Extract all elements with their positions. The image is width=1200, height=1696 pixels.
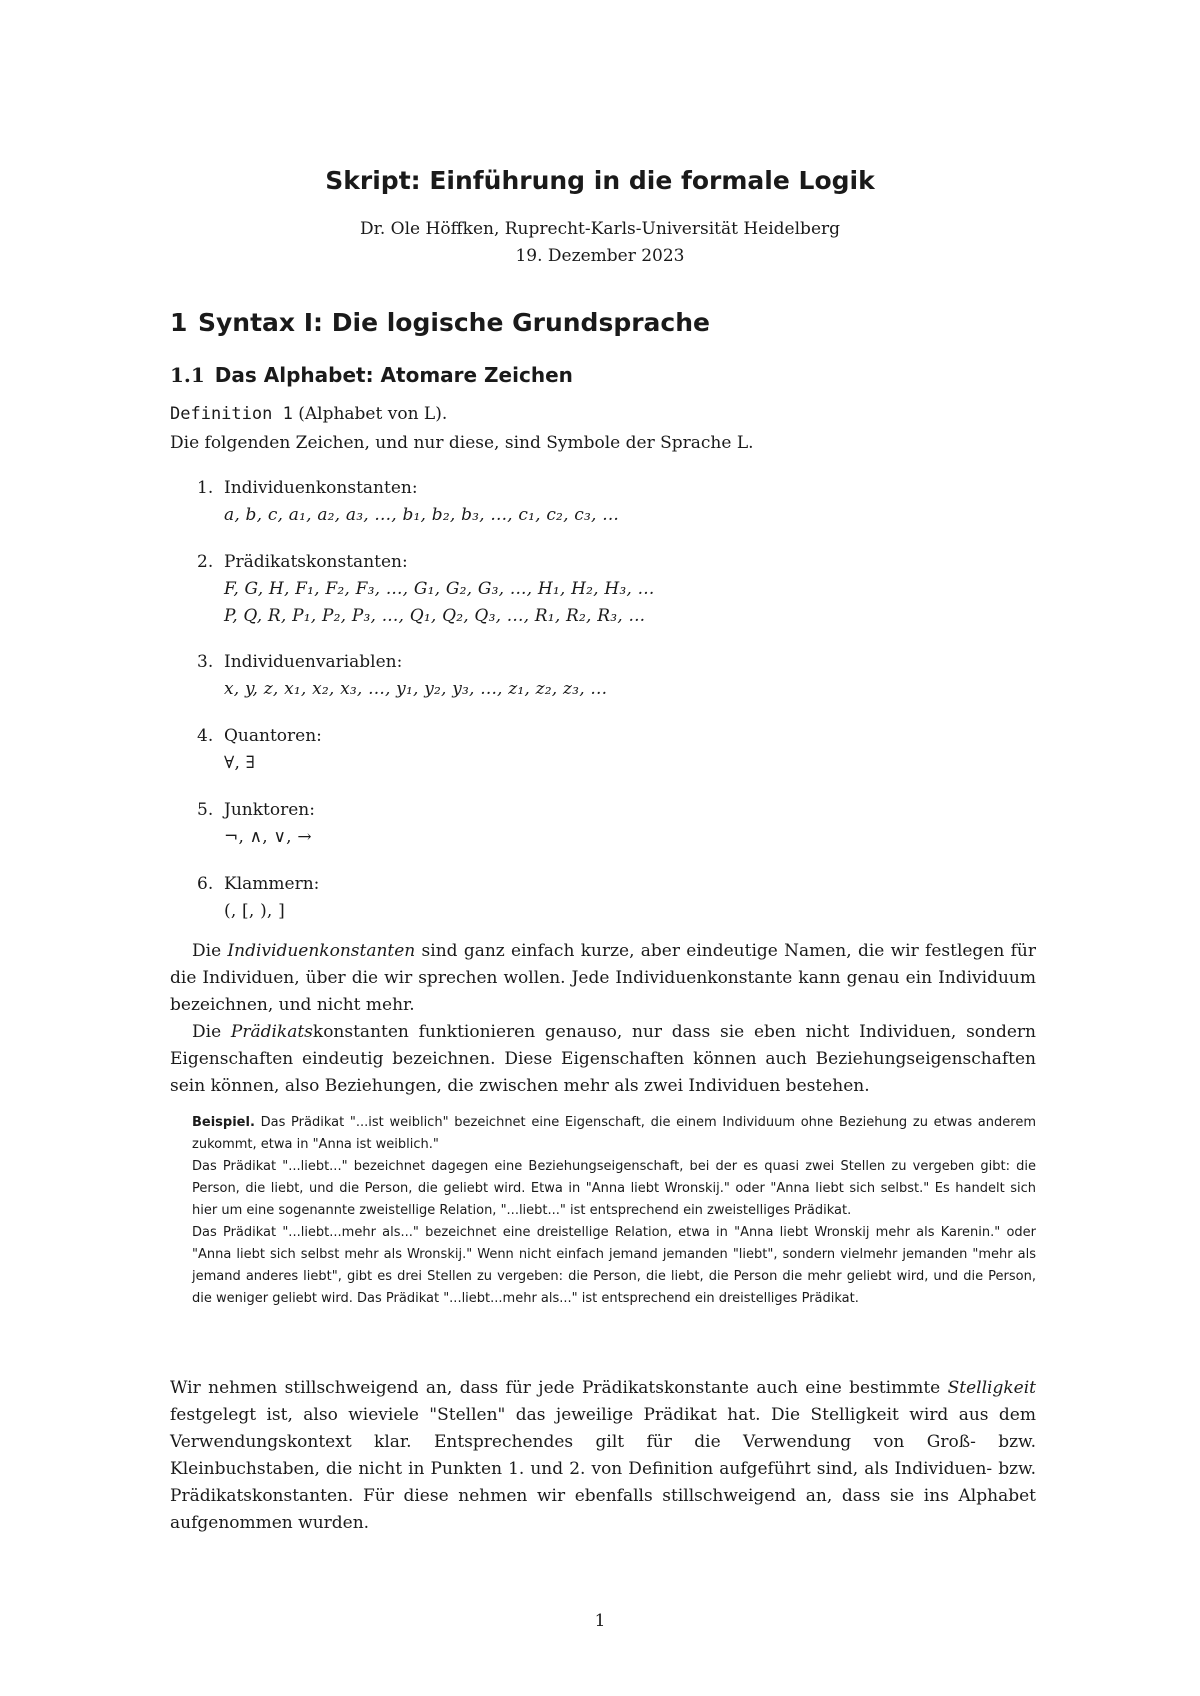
date-line: 19. Dezember 2023 bbox=[515, 246, 685, 266]
section-heading bbox=[170, 308, 710, 337]
list-item-number: 2. bbox=[197, 552, 214, 572]
example-paragraph bbox=[192, 1112, 1036, 1156]
paragraph-text: sind ganz einfach kurze, aber eindeutige Namen, die wir festlegen für die Individuen, über die wir sprechen wollen. Jede Individuenkonstante kann genau ein Individuum bezeichnen, und nicht mehr. bbox=[170, 941, 1036, 1015]
paragraph-stelligkeit bbox=[170, 1375, 1036, 1537]
emphasis-text: Stelligkeit bbox=[947, 1378, 1036, 1398]
list-item-symbols: (, [, ), ] bbox=[224, 901, 285, 921]
definition-name: (Alphabet von L). bbox=[298, 404, 448, 424]
emphasis-text: Prädikats bbox=[230, 1022, 313, 1042]
list-item-label: Quantoren: bbox=[224, 726, 322, 746]
list-item-label: Junktoren: bbox=[224, 800, 315, 820]
emphasis-text: Individuenkonstanten bbox=[227, 941, 416, 961]
list-item-label: Individuenkonstanten: bbox=[224, 478, 418, 498]
list-item-symbols: F, G, H, F₁, F₂, F₃, ..., G₁, G₂, G₃, ..., H₁, H₂, H₃, ... bbox=[224, 579, 655, 599]
page-number: 1 bbox=[594, 1611, 606, 1631]
subsection-heading bbox=[170, 363, 573, 387]
list-item bbox=[197, 874, 997, 948]
definition-text: Die folgenden Zeichen, und nur diese, sind Symbole der Sprache L. bbox=[170, 433, 754, 453]
document-title: Skript: Einführung in die formale Logik bbox=[325, 166, 875, 195]
list-item-symbols: a, b, c, a₁, a₂, a₃, ..., b₁, b₂, b₃, ..., c₁, c₂, c₃, ... bbox=[224, 505, 620, 525]
list-item-symbols: P, Q, R, P₁, P₂, P₃, ..., Q₁, Q₂, Q₃, ..., R₁, R₂, R₃, ... bbox=[224, 606, 646, 626]
subsection-number: 1.1 bbox=[170, 363, 205, 387]
paragraph-text: Wir nehmen stillschweigend an, dass für jede Prädikatskonstante auch eine bestimmte bbox=[170, 1378, 948, 1398]
list-item-label: Individuenvariablen: bbox=[224, 652, 403, 672]
paragraph-text: Die bbox=[192, 1022, 231, 1042]
author-line: Dr. Ole Höffken, Ruprecht-Karls-Universität Heidelberg bbox=[359, 219, 841, 239]
list-item-number: 3. bbox=[197, 652, 214, 672]
list-item bbox=[197, 800, 997, 874]
list-item-number: 1. bbox=[197, 478, 214, 498]
list-item-label: Prädikatskonstanten: bbox=[224, 552, 408, 572]
paragraph-praedikatskonstanten bbox=[170, 1019, 1036, 1100]
example-paragraph: Das Prädikat "...liebt..." bezeichnet dagegen eine Beziehungseigenschaft, bei der es quasi zwei Stellen zu vergeben gibt: die Person, die liebt, und die Person, die geliebt wird. Etwa in "Anna liebt Wronskij." oder "Anna liebt sich selbst." Es handelt sich hier um eine sogenannte zweistellige Relation, "...liebt..." ist entsprechend ein zweistelliges Prädikat. bbox=[192, 1159, 1036, 1218]
list-item bbox=[197, 478, 997, 552]
list-item-symbols: ¬, ∧, ∨, → bbox=[224, 827, 312, 847]
example-block bbox=[192, 1112, 1036, 1310]
list-item bbox=[197, 552, 997, 652]
paragraph-text: konstanten funktionieren genauso, nur dass sie eben nicht Individuen, sondern Eigenschaften eindeutig bezeichnen. Diese Eigenschaften können auch Beziehungseigenschaften sein können, also Beziehungen, die zwischen mehr als zwei Individuen bestehen. bbox=[170, 1022, 1037, 1096]
list-item-label: Klammern: bbox=[224, 874, 320, 894]
section-number: 1 bbox=[170, 308, 188, 337]
list-item-number: 4. bbox=[197, 726, 214, 746]
alphabet-list bbox=[197, 478, 997, 948]
paragraph-text: Die bbox=[192, 941, 228, 961]
example-text: Das Prädikat "...ist weiblich" bezeichnet eine Eigenschaft, die einem Individuum ohne Beziehung zu etwas anderem zukommt, etwa in "Anna ist weiblich." bbox=[192, 1115, 1036, 1152]
subsection-title: Das Alphabet: Atomare Zeichen bbox=[214, 363, 573, 387]
definition-heading bbox=[170, 404, 447, 424]
list-item bbox=[197, 652, 997, 726]
definition-keyword: Definition 1 bbox=[170, 404, 293, 424]
example-lead: Beispiel. bbox=[192, 1115, 255, 1130]
list-item-symbols: ∀, ∃ bbox=[224, 753, 256, 773]
paragraph-individuenkonstanten bbox=[170, 938, 1036, 1019]
list-item-symbols: x, y, z, x₁, x₂, x₃, ..., y₁, y₂, y₃, ..., z₁, z₂, z₃, ... bbox=[224, 679, 608, 699]
list-item-number: 6. bbox=[197, 874, 214, 894]
list-item-number: 5. bbox=[197, 800, 214, 820]
section-title: Syntax I: Die logische Grundsprache bbox=[198, 308, 710, 337]
paragraph-text: festgelegt ist, also wieviele "Stellen" das jeweilige Prädikat hat. Die Stelligkeit wird aus dem Verwendungskontext klar. Entsprechendes gilt für die Verwendung von Groß- bzw. Kleinbuchstaben, die nicht in Punkten 1. und 2. von Definition aufgeführt sind, als Individuen- bzw. Prädikatskonstanten. Für diese nehmen wir ebenfalls stillschweigend an, dass sie ins Alphabet aufgenommen wurden. bbox=[170, 1405, 1036, 1533]
example-paragraph: Das Prädikat "...liebt...mehr als..." bezeichnet eine dreistellige Relation, etwa in "Anna liebt Wronskij mehr als Karenin." oder "Anna liebt sich selbst mehr als Wronskij." Wenn nicht einfach jemand jemanden "liebt", sondern vielmehr jemanden "mehr als jemand anderes liebt", gibt es drei Stellen zu vergeben: die Person, die liebt, die Person die mehr geliebt wird, und die Person, die weniger geliebt wird. Das Prädikat "...liebt...mehr als..." ist entsprechend ein dreistelliges Prädikat. bbox=[192, 1225, 1036, 1306]
list-item bbox=[197, 726, 997, 800]
